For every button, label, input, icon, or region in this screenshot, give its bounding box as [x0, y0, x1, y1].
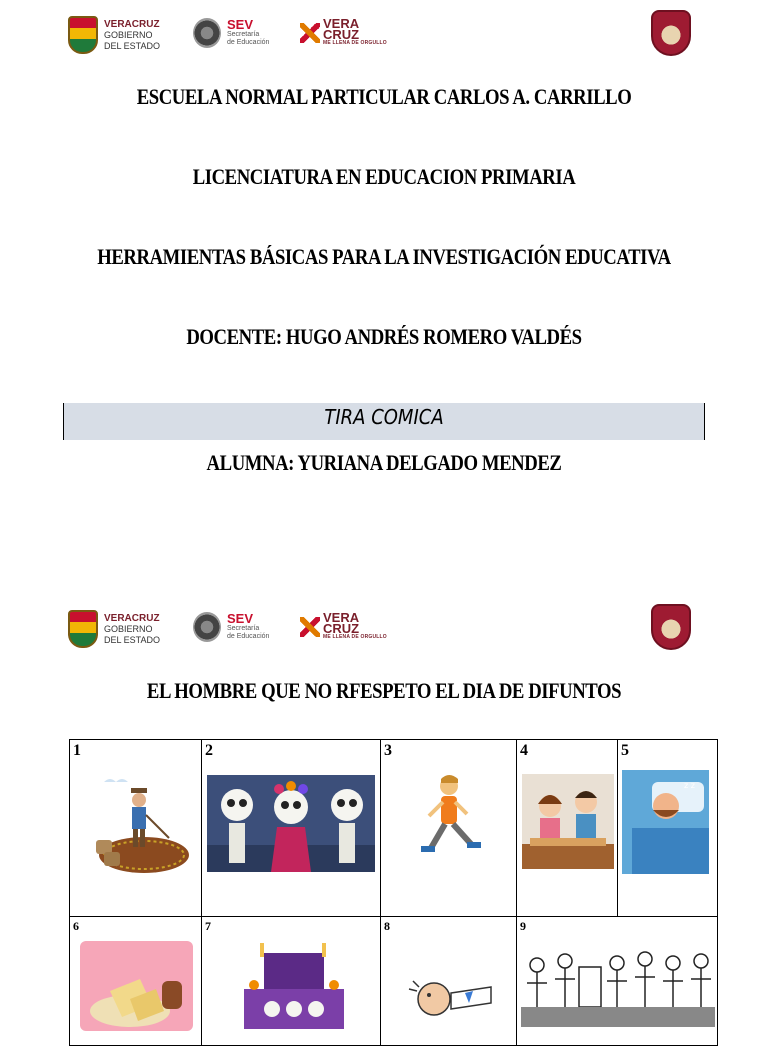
sev-logo [193, 612, 269, 642]
gov-sub1: GOBIERNO [104, 29, 153, 40]
sev-seal-icon [193, 18, 221, 48]
tamales-icon [80, 941, 193, 1031]
comic-panel-2 [201, 739, 381, 917]
altar-icon [224, 939, 364, 1029]
vc-name1: VERA [323, 16, 360, 31]
gov-sub2: DEL ESTADO [104, 634, 161, 645]
sev-sub1: Secretaría [227, 31, 260, 38]
vc-sub: ME LLENA DE ORGULLO [323, 40, 387, 46]
gov-sub2: DEL ESTADO [104, 40, 161, 51]
panel-number: 4 [520, 742, 528, 759]
school-seal-icon [651, 10, 691, 56]
comic-panel-6 [69, 916, 202, 1046]
gov-name: VERACRUZ [104, 612, 160, 624]
farmer-icon [84, 770, 189, 890]
header-logos [0, 10, 768, 70]
comic-panel-3 [380, 739, 517, 917]
cooking-couple-icon [522, 774, 614, 869]
skeletons-icon [207, 775, 375, 872]
vc-name1: VERA [323, 610, 360, 625]
comic-strip [69, 739, 718, 1039]
school-seal-icon [651, 604, 691, 650]
panel-number: 7 [205, 919, 211, 933]
gobierno-veracruz-logo [68, 610, 160, 648]
veracruz-orgullo-logo [300, 612, 387, 641]
degree-name: LICENCIATURA EN EDUCACION PRIMARIA [192, 164, 576, 189]
veracruz-flower-icon [300, 23, 320, 43]
sev-name: SEV [227, 17, 254, 32]
panel-number: 3 [384, 742, 392, 759]
school-seal-logo [651, 604, 691, 650]
panel-number: 8 [384, 919, 390, 933]
veracruz-flower-icon [300, 617, 320, 637]
school-name: ESCUELA NORMAL PARTICULAR CARLOS A. CARRILLO [136, 84, 632, 109]
sleeping-man-icon [622, 770, 709, 874]
comic-panel-4 [516, 739, 618, 917]
gov-name: VERACRUZ [104, 18, 160, 30]
comic-panel-1 [69, 739, 202, 917]
panel-number: 2 [205, 742, 213, 759]
vc-sub: ME LLENA DE ORGULLO [323, 634, 387, 640]
course-name: HERRAMIENTAS BÁSICAS PARA LA INVESTIGACIÓN EDUCATIVA [97, 244, 671, 269]
veracruz-shield-icon [68, 610, 98, 648]
gov-sub1: GOBIERNO [104, 623, 153, 634]
vc-name2: CRUZ [323, 27, 360, 42]
running-boy-icon [401, 770, 496, 875]
vc-name2: CRUZ [323, 621, 360, 636]
school-seal-logo [651, 10, 691, 56]
panel-number: 5 [621, 742, 629, 759]
sev-logo [193, 18, 269, 48]
header-logos-page2 [0, 604, 768, 664]
sev-name: SEV [227, 611, 254, 626]
falling-man-icon [399, 959, 499, 1029]
svg-text:z z: z z [684, 781, 695, 790]
veracruz-orgullo-logo [300, 18, 387, 47]
comic-panel-8 [380, 916, 517, 1046]
panel-number: 1 [73, 742, 81, 759]
sev-seal-icon [193, 612, 221, 642]
veracruz-shield-icon [68, 16, 98, 54]
comic-title: EL HOMBRE QUE NO RFESPETO EL DIA DE DIFUNTOS [146, 678, 622, 703]
comic-panel-9 [516, 916, 718, 1046]
panel-number: 9 [520, 919, 526, 933]
student-name: ALUMNA: YURIANA DELGADO MENDEZ [206, 450, 562, 475]
banner-title: TIRA COMICA [324, 405, 444, 429]
comic-panel-5 [617, 739, 718, 917]
skeleton-crowd-icon [521, 947, 715, 1027]
panel-number: 6 [73, 919, 79, 933]
gobierno-veracruz-logo [68, 16, 160, 54]
sev-sub2: de Educación [227, 633, 270, 640]
comic-panel-7 [201, 916, 381, 1046]
sev-sub2: de Educación [227, 39, 270, 46]
sev-sub1: Secretaría [227, 625, 260, 632]
teacher-name: DOCENTE: HUGO ANDRÉS ROMERO VALDÉS [186, 324, 582, 349]
